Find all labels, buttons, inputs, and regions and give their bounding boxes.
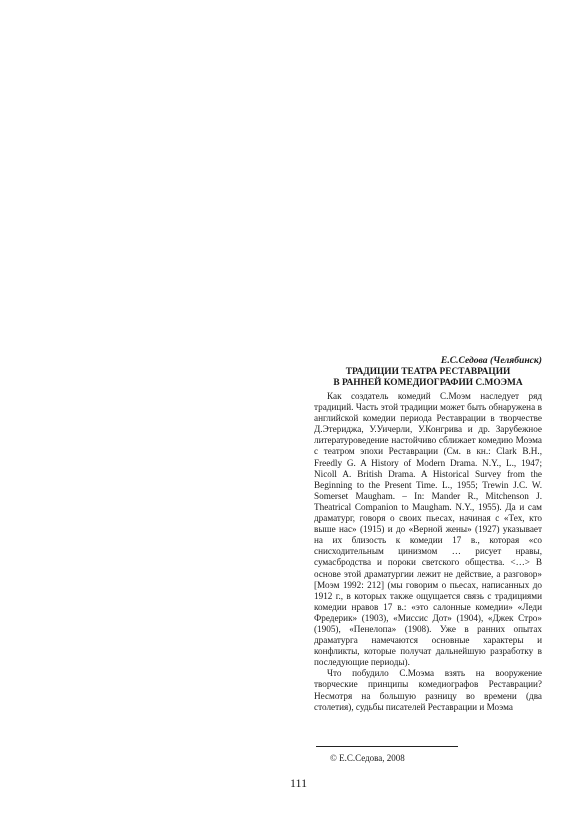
author-line: Е.С.Седова (Челябинск) [440,355,542,366]
title-line-2: В РАННЕЙ КОМЕДИОГРАФИИ С.МОЭМА [333,378,523,388]
article-column [314,355,542,713]
body-paragraph-1: Как создатель комедий С.Моэм наследует ряд традиций. Часть этой традиции может быть обнаружена в английской комедии периода Реставрации в творчестве Д.Этериджа, У.Уичерли, У.Конгрива и др. Зарубежное литературоведение настойчиво сближает комедию Моэма с театром эпохи Реставрации (См. в кн.: Clark B.H., Freedly G. A History of Modern Drama. N.Y., L., 1947; Nicoll A. British Drama. A Historical Survey from the Beginning to the Present Time. L., 1955; Trewin J.C. W. Somerset Maugham. – In: Mander R., Mitchenson J. Theatrical Companion to Maugham. N.Y., 1955). Да и сам драматург, говоря о своих пьесах, начиная с «Тех, кто выше нас» (1915) и до «Верной жены» (1927) указывает на их близость к комедии 17 в., которая «со снисходительным цинизмом … рисует нравы, сумасбродства и пороки светского общества. <…> В основе этой драматургии лежит не действие, а разговор» [Моэм 1992: 212] (мы говорим о пьесах, написанных до 1912 г., в которых также ощущается связь с традициями комедии нравов 17 в.: «это салонные комедии» «Леди Фредерик» (1903), «Миссис Дот» (1904), «Джек Стро» (1905), «Пенелопа» (1908). Уже в ранних опытах драматурга намечаются основные характеры и конфликты, которые получат дальнейшую разработку в последующие периоды). [314,391,542,668]
article-title [314,367,542,389]
page-number: 111 [290,776,308,790]
title-line-1: ТРАДИЦИИ ТЕАТРА РЕСТАВРАЦИИ [345,367,511,377]
copyright-footnote: © Е.С.Седова, 2008 [330,753,405,763]
footnote-divider [316,746,458,747]
body-paragraph-2: Что побудило С.Моэма взять на вооружение творческие принципы комедиографов Реставрации? Несмотря на большую разницу во времени (два столетия), судьбы писателей Реставрации и Моэма [314,668,542,712]
